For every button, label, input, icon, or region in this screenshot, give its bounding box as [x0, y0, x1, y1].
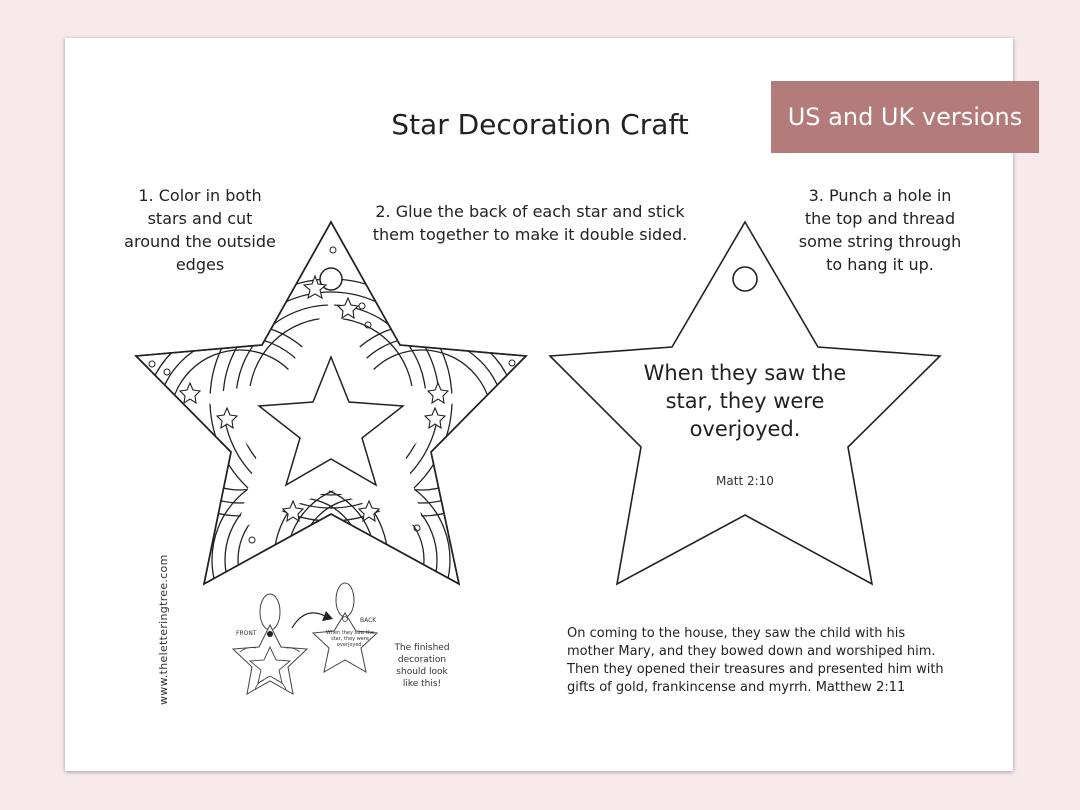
- page-title: Star Decoration Craft: [391, 108, 689, 141]
- arrow-icon: [292, 611, 333, 628]
- versions-badge: US and UK versions: [771, 81, 1039, 153]
- preview-back-label: BACK: [360, 617, 377, 624]
- punch-hole-icon: [733, 267, 757, 291]
- step-three-instructions: 3. Punch a hole in the top and thread some string through to hang it up.: [798, 186, 962, 274]
- preview-caption: The finished decoration should look like this!: [394, 643, 450, 689]
- preview-front-star: [233, 594, 307, 694]
- star-verse-text: When they saw the star, they were overjoyed.: [643, 361, 847, 441]
- preview-front-label: FRONT: [236, 630, 257, 637]
- website-credit: www.theletteringtree.com: [157, 554, 170, 705]
- preview-mini-verse: When they saw the star, they were overjoyed.: [325, 630, 375, 648]
- preview-back-star: [313, 583, 377, 672]
- bible-passage: On coming to the house, they saw the child with his mother Mary, and they bowed down and worshiped him. Then they opened their treasures and presented him with gifts of gold, frankincense and myrrh. Matthew 2:11: [567, 626, 944, 695]
- decorated-front-star: [136, 222, 526, 648]
- star-verse-reference: Matt 2:10: [716, 474, 774, 488]
- step-one-instructions: 1. Color in both stars and cut around the outside edges: [124, 186, 276, 274]
- step-two-instructions: 2. Glue the back of each star and stick them together to make it double sided.: [372, 202, 688, 244]
